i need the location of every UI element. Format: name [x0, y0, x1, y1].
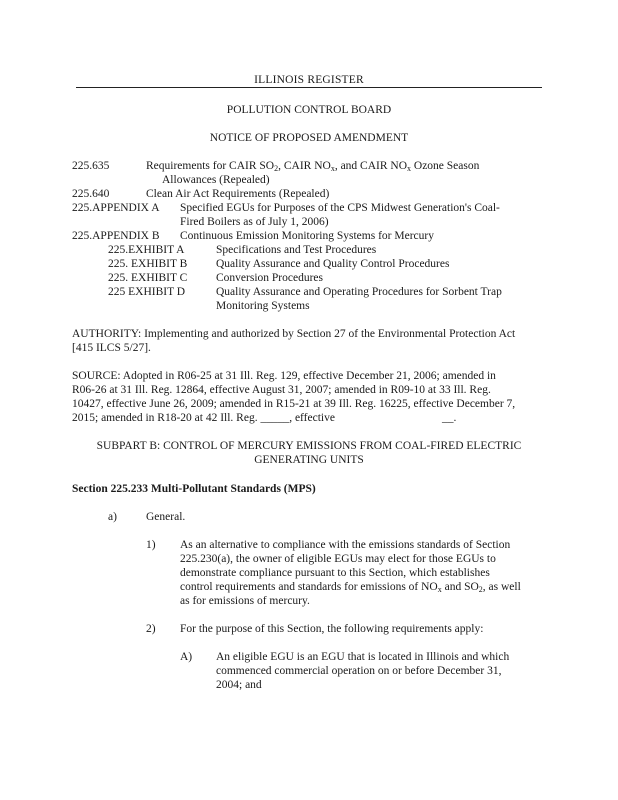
toc-text: Specified EGUs for Purposes of the CPS Midwest Generation's Coal-	[180, 202, 500, 214]
toc-text: Continuous Emission Monitoring Systems for Mercury	[180, 230, 434, 242]
agency-title: POLLUTION CONTROL BOARD	[226, 104, 392, 116]
header-rule	[76, 87, 542, 88]
source-line: 2015; amended in R18-20 at 42 Ill. Reg. _____, effective	[72, 412, 335, 424]
register-title: ILLINOIS REGISTER	[254, 74, 364, 86]
para-A-line: 2004; and	[216, 679, 262, 691]
section-title: Section 225.233 Multi-Pollutant Standards (MPS)	[72, 483, 316, 495]
para-1-line: as for emissions of mercury.	[180, 595, 310, 607]
toc-number: 225.APPENDIX A	[72, 202, 160, 214]
authority-line: [415 ILCS 5/27].	[72, 342, 151, 354]
para-1-line: As an alternative to compliance with the emissions standards of Section	[180, 539, 511, 551]
toc-number: 225. EXHIBIT B	[108, 258, 188, 270]
source-line: SOURCE: Adopted in R06-25 at 31 Ill. Reg. 129, effective December 21, 2006; amended in	[72, 370, 496, 382]
register-header	[0, 73, 618, 87]
toc-number: 225. EXHIBIT C	[108, 272, 188, 284]
toc-text-continued: Monitoring Systems	[216, 300, 310, 312]
para-A-line: An eligible EGU is an EGU that is located in Illinois and which	[216, 651, 510, 663]
subpart-heading: SUBPART B: CONTROL OF MERCURY EMISSIONS FROM COAL-FIRED ELECTRIC	[96, 440, 522, 452]
para-2-label: 2)	[146, 623, 156, 635]
para-a-text: General.	[146, 511, 186, 523]
source-line: R06-26 at 31 Ill. Reg. 12864, effective August 31, 2007; amended in R09-10 at 33 Ill. Reg.	[72, 384, 491, 396]
para-1-line: demonstrate compliance pursuant to this Section, which establishes	[180, 567, 490, 579]
toc-number: 225.640	[72, 188, 110, 200]
toc-text-continued: Fired Boilers as of July 1, 2006)	[180, 216, 329, 228]
toc-text: Quality Assurance and Operating Procedures for Sorbent Trap	[216, 286, 502, 298]
toc-number: 225.635	[72, 160, 110, 172]
toc-text-continued: Allowances (Repealed)	[162, 174, 270, 186]
para-1-label: 1)	[146, 539, 156, 551]
toc-number: 225.EXHIBIT A	[108, 244, 185, 256]
toc-text: Specifications and Test Procedures	[216, 244, 377, 256]
authority-line: AUTHORITY: Implementing and authorized by Section 27 of the Environmental Protection Act	[72, 328, 516, 340]
toc-text: Quality Assurance and Quality Control Procedures	[216, 258, 450, 270]
subpart-heading-continued: GENERATING UNITS	[254, 454, 364, 466]
source-line: 10427, effective June 26, 2009; amended in R15-21 at 39 Ill. Reg. 16225, effective December 7,	[72, 398, 516, 410]
source-line-end: __.	[442, 412, 457, 424]
para-A-label: A)	[180, 651, 193, 663]
toc-number: 225 EXHIBIT D	[108, 286, 186, 298]
toc-text: Clean Air Act Requirements (Repealed)	[146, 188, 330, 200]
para-A-line: commenced commercial operation on or before December 31,	[216, 665, 502, 677]
notice-title: NOTICE OF PROPOSED AMENDMENT	[209, 132, 409, 144]
para-2-text: For the purpose of this Section, the following requirements apply:	[180, 623, 484, 635]
toc-text: Conversion Procedures	[216, 272, 323, 284]
para-a-label: a)	[108, 511, 117, 523]
para-1-line: 225.230(a), the owner of eligible EGUs may elect for those EGUs to	[180, 553, 496, 565]
toc-number: 225.APPENDIX B	[72, 230, 160, 242]
toc-text: Requirements for CAIR $SO_2$, CAIR $NO_x$, and CAIR $NO_x$ Ozone Season	[146, 160, 480, 173]
para-1-line: control requirements and standards for emissions of $NO_x$ and $SO_2$, as well	[180, 581, 521, 594]
